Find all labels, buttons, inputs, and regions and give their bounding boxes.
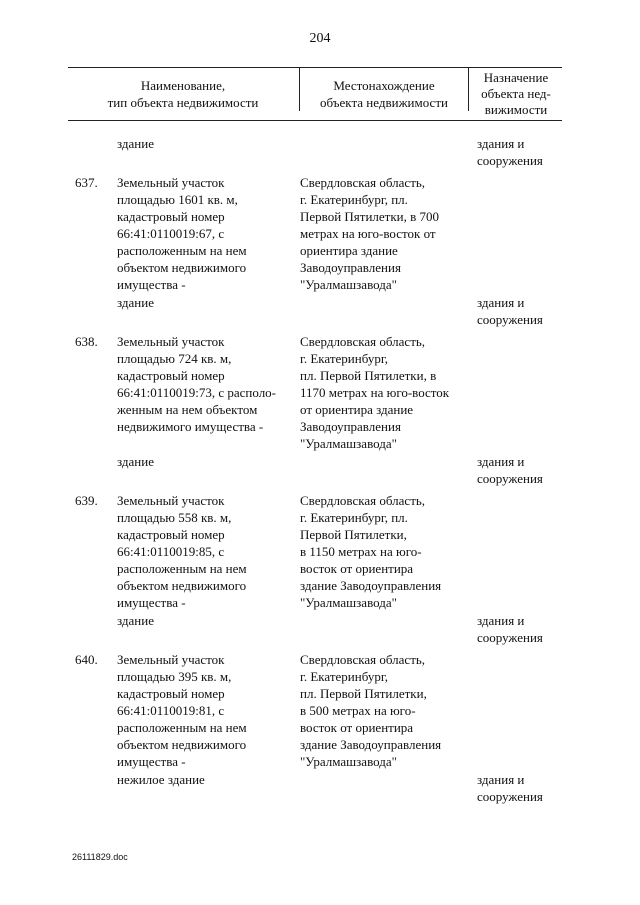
object-location-line: ориентира здание <box>300 243 398 258</box>
object-location-line: в 500 метрах на юго- <box>300 703 416 718</box>
header-line: объекта недвижимости <box>320 95 448 110</box>
object-name-line: площадью 1601 кв. м, <box>117 192 238 207</box>
object-name-line: здание <box>117 136 154 151</box>
object-purpose-line: здания и <box>477 136 525 151</box>
object-purpose <box>477 453 567 487</box>
object-name-line: 66:41:0110019:73, с располо- <box>117 385 277 400</box>
object-name-line: имущества - <box>117 754 186 769</box>
header-line: Назначение <box>483 70 549 85</box>
object-name <box>117 174 287 293</box>
object-name-line: площадью 558 кв. м, <box>117 510 232 525</box>
object-name-line: кадастровый номер <box>117 209 225 224</box>
object-purpose-line: сооружения <box>477 471 543 486</box>
object-name-line: недвижимого имущества - <box>117 419 264 434</box>
header-line: Наименование, <box>140 78 226 93</box>
row-number: 638. <box>75 334 98 349</box>
object-purpose <box>477 135 567 169</box>
object-purpose <box>477 294 567 328</box>
object-location-line: Свердловская область, <box>300 652 426 667</box>
object-location-line: в 1150 метрах на юго- <box>300 544 422 559</box>
object-location-line: "Уралмашзавода" <box>300 277 397 292</box>
object-purpose-line: здания и <box>477 454 525 469</box>
object-name-line: объектом недвижимого <box>117 578 247 593</box>
header-line: вижимости <box>484 102 548 117</box>
object-purpose-line: здания и <box>477 613 525 628</box>
object-name <box>117 492 287 611</box>
object-location-line: г. Екатеринбург, <box>300 351 388 366</box>
object-location-line: Заводоуправления <box>300 419 401 434</box>
object-purpose-line: здания и <box>477 772 525 787</box>
object-name-line: расположенным на нем <box>117 243 247 258</box>
object-location <box>300 651 462 770</box>
object-purpose-line: здания и <box>477 295 525 310</box>
header-line: Местонахождение <box>333 78 435 93</box>
header-purpose-column <box>470 70 562 118</box>
object-name-line: имущества - <box>117 595 186 610</box>
row-number: 640. <box>75 652 98 667</box>
object-location-line: "Уралмашзавода" <box>300 436 397 451</box>
object-name-line: Земельный участок <box>117 334 225 349</box>
object-location-line: пл. Первой Пятилетки, в <box>300 368 437 383</box>
object-name-line: 66:41:0110019:81, с <box>117 703 225 718</box>
object-name-line: объектом недвижимого <box>117 737 247 752</box>
object-name-line: имущества - <box>117 277 186 292</box>
object-purpose <box>477 612 567 646</box>
object-location-line: г. Екатеринбург, <box>300 669 388 684</box>
object-name-line: здание <box>117 613 154 628</box>
object-location <box>300 492 462 611</box>
object-name-line: кадастровый номер <box>117 368 225 383</box>
header-line: объекта нед- <box>481 86 551 101</box>
page-number: 204 <box>309 31 331 46</box>
object-name-line: площадью 395 кв. м, <box>117 669 232 684</box>
object-location-line: Заводоуправления <box>300 260 401 275</box>
object-name-line: Земельный участок <box>117 493 225 508</box>
object-location <box>300 174 462 293</box>
object-location-line: Первой Пятилетки, в 700 <box>300 209 440 224</box>
object-name-line: кадастровый номер <box>117 686 225 701</box>
object-name-line: 66:41:0110019:85, с <box>117 544 225 559</box>
header-name-column <box>68 77 298 111</box>
object-name-line: расположенным на нем <box>117 561 247 576</box>
object-location-line: г. Екатеринбург, пл. <box>300 192 408 207</box>
object-location-line: 1170 метрах на юго-восток <box>300 385 450 400</box>
object-name <box>117 135 287 152</box>
object-name-line: площадью 724 кв. м, <box>117 351 232 366</box>
row-number: 637. <box>75 175 98 190</box>
object-purpose-line: сооружения <box>477 789 543 804</box>
object-location-line: от ориентира здание <box>300 402 414 417</box>
object-name <box>117 294 287 311</box>
object-location-line: пл. Первой Пятилетки, <box>300 686 427 701</box>
object-name-line: кадастровый номер <box>117 527 225 542</box>
object-location-line: Первой Пятилетки, <box>300 527 407 542</box>
object-name-line: объектом недвижимого <box>117 260 247 275</box>
object-location <box>300 333 462 452</box>
object-name-line: Земельный участок <box>117 652 225 667</box>
object-name-line: 66:41:0110019:67, с <box>117 226 225 241</box>
object-location-line: Свердловская область, <box>300 493 426 508</box>
object-location-line: Свердловская область, <box>300 175 426 190</box>
object-purpose-line: сооружения <box>477 630 543 645</box>
object-location-line: восток от ориентира <box>300 720 414 735</box>
object-location-line: здание Заводоуправления <box>300 578 442 593</box>
row-number: 639. <box>75 493 98 508</box>
object-name-line: расположенным на нем <box>117 720 247 735</box>
object-location-line: "Уралмашзавода" <box>300 595 397 610</box>
object-name <box>117 771 287 788</box>
object-purpose-line: сооружения <box>477 312 543 327</box>
object-name-line: здание <box>117 454 154 469</box>
object-name <box>117 453 287 470</box>
object-name <box>117 612 287 629</box>
object-purpose-line: сооружения <box>477 153 543 168</box>
object-name-line: Земельный участок <box>117 175 225 190</box>
object-location-line: Свердловская область, <box>300 334 426 349</box>
object-name-line: женным на нем объектом <box>117 402 258 417</box>
object-name-line: нежилое здание <box>117 772 205 787</box>
footer-filename: 26111829.doc <box>72 852 128 862</box>
object-location-line: метрах на юго-восток от <box>300 226 436 241</box>
table-header <box>68 67 562 121</box>
header-location-column <box>299 68 469 111</box>
object-name <box>117 651 287 770</box>
object-location-line: здание Заводоуправления <box>300 737 442 752</box>
object-name <box>117 333 287 435</box>
header-line: тип объекта недвижимости <box>107 95 259 110</box>
object-purpose <box>477 771 567 805</box>
object-location-line: г. Екатеринбург, пл. <box>300 510 408 525</box>
object-name-line: здание <box>117 295 154 310</box>
object-location-line: восток от ориентира <box>300 561 414 576</box>
object-location-line: "Уралмашзавода" <box>300 754 397 769</box>
